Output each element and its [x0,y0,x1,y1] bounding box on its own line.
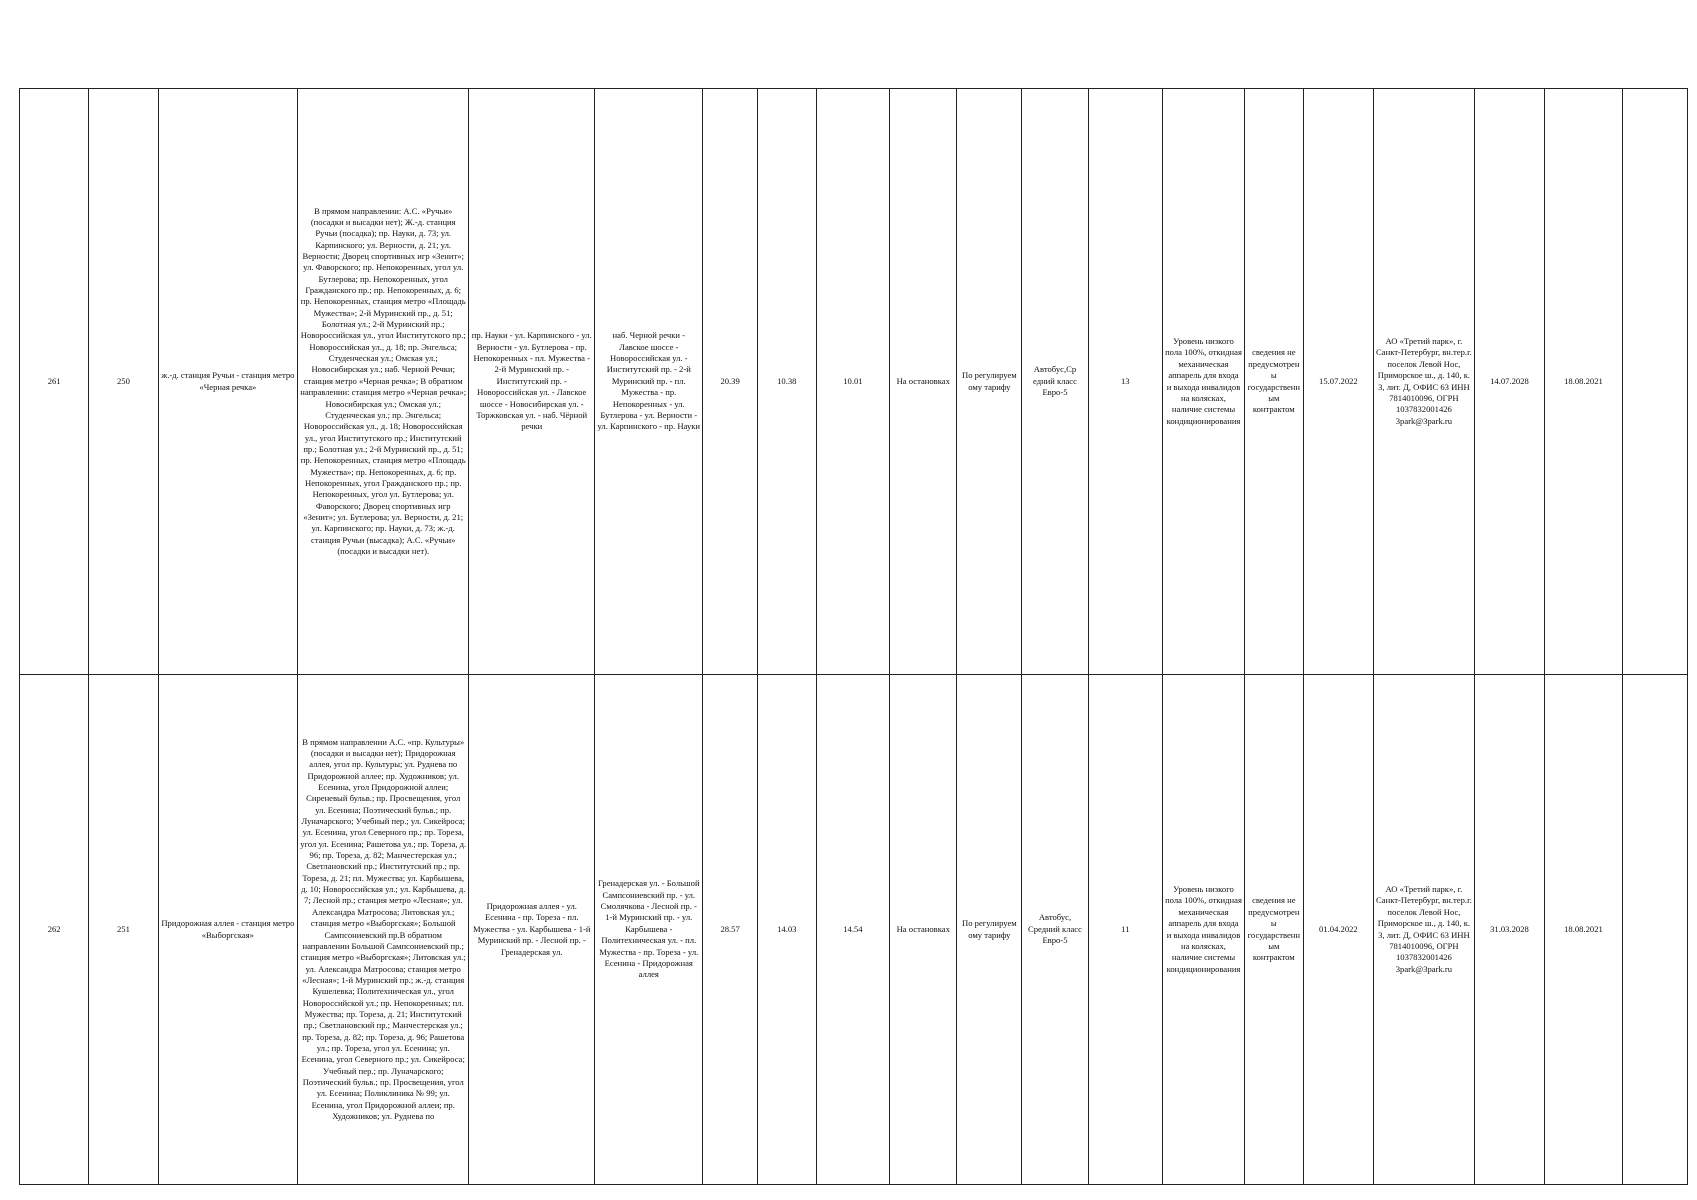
registry-number: 261 [20,89,89,675]
route-number: 251 [89,675,158,1185]
service-start-date: 15.07.2022 [1303,89,1373,675]
tariff-type: По регулируем ому тарифу [957,89,1022,675]
vehicle-characteristics: Уровень низкого пола 100%, откидная механическая аппарель для входа и выхода инвалидов на колясках, наличие системы кондиционирования [1163,89,1245,675]
vehicle-count: 11 [1088,675,1163,1185]
route-streets-back: Гренадерская ул. - Большой Сампсониевский пр. - ул. Смолячкова - Лесной пр. - 1-й Муринский пр. - ул. Карбышева - Политехническая ул. - пл. Мужества - пр. Тореза - ул. Есенина - Придорожная аллея [595,675,703,1185]
route-registry-table [19,88,1688,1185]
vehicle-type: Автобус, Средний класс Евро-5 [1022,675,1088,1185]
route-stops: В прямом направлении А.С. «пр. Культуры» (посадки и высадки нет); Придорожная аллея, угол пр. Культуры; ул. Руднева по Придорожной аллее; пр. Художников; ул. Есенина, угол Придорожной аллеи; Сиреневый бульв.; пр. Просвещения, угол ул. Есенина; Поэтический бульв.; пр. Луначарского; Учебный пер.; ул. Сикейроса; ул. Есенина, угол Северного пр.; пр. Тореза, угол ул. Есенина; Рашетова ул.; пр. Тореза, д. 96; пр. Тореза, д. 82; Манчестерская ул.; Светлановский пр.; Институтский пр.; пр. Тореза, д. 21; пл. Мужества; ул. Карбышева, д. 10; Новороссийская ул.; ул. Карбышева, д. 7; Лесной пр.; станция метро «Лесная»; ул. Александра Матросова; Литовская ул.; станция метро «Выборгская»; Большой Сампсониевский пр.В обратном направлении Большой Сампсониевский пр.; станция метро «Выборгская»; Литовская ул.; ул. Александра Матросова; станция метро «Лесная»; 1-й Муринский пр.; ж.-д. станция Кушелевка; Политехническая ул., угол Новороссийской ул.; пр. Непокоренных; пл. Мужества; пр. Тореза, д. 21; Институтский пр.; Светлановский пр.; Манчестерская ул.; пр. Тореза, д. 82; пр. Тореза, д. 96; Рашетова ул.; пр. Тореза, угол ул. Есенина; ул. Есенина, угол Северного пр.; ул. Сикейроса; Учебный пер.; пр. Луначарского; Поэтический бульв.; пр. Просвещения, угол ул. Есенина; Поликлиника № 99; ул. Есенина, угол Придорожной аллеи; пр. Художников; ул. Руднева по [298,675,469,1185]
tariff-type: По регулируем ому тарифу [957,675,1022,1185]
route-streets-forward: Придорожная аллея - ул. Есенина - пр. Тореза - пл. Мужества - ул. Карбышева - 1-й Муринский пр. - Лесной пр. - Гренадерская ул. [469,675,595,1185]
service-start-date: 01.04.2022 [1303,675,1373,1185]
carrier-info: АО «Третий парк», г. Санкт-Петербург, вн.тер.г. поселок Левой Нос, Приморское ш., д. 140, к. 3, лит. Д, ОФИС 63 ИНН 7814010096, ОГРН 1037832001426 3park@3park.ru [1374,675,1475,1185]
contract-info: сведения не предусмотрены государственным контрактом [1244,675,1303,1185]
route-streets-back: наб. Черной речки - Лавское шоссе - Новороссийская ул. - Институтский пр. - 2-й Муринский пр. - пл. Мужества - пр. Непокоренных - ул. Бутлерова - ул. Верности - ул. Карпинского - пр. Науки [595,89,703,675]
route-number: 250 [89,89,158,675]
route-length-total: 28.57 [703,675,758,1185]
registration-date: 18.08.2021 [1545,89,1623,675]
route-name: Придорожная аллея - станция метро «Выборгская» [158,675,298,1185]
route-stops: В прямом направлении: А.С. «Ручьи» (посадки и высадки нет); Ж.-д. станция Ручьи (посадка); пр. Науки, д. 73; ул. Карпинского; ул. Верности, д. 21; ул. Верности; Дворец спортивных игр «Зенит»; ул. Фаворского; пр. Непокоренных, угол ул. Бутлерова; пр. Непокоренных, угол Гражданского пр.; пр. Непокоренных, д. 6; пр. Непокоренных, станция метро «Площадь Мужества»; 2-й Муринский пр., д. 51; Болотная ул.; 2-й Муринский пр.; Новороссийская ул., угол Институтского пр.; Новороссийская ул., д. 18; пр. Энгельса; Студенческая ул.; Омская ул.; Новосибирская ул.; наб. Черной Речки; станция метро «Черная речка»; В обратном направлении: станция метро «Черная речка»; Новосибирская ул.; Омская ул.; Студенческая ул.; пр. Энгельса; Новороссийская ул., д. 18; Новороссийская ул., угол Институтского пр.; Институтский пр.; Болотная ул.; 2-й Муринский пр., д. 51; пр. Непокоренных, станция метро «Площадь Мужества»; пр. Непокоренных, д. 6; пр. Непокоренных, угол Гражданского пр.; пр. Непокоренных, угол ул. Бутлерова; ул. Фаворского; Дворец спортивных игр «Зенит»; ул. Бутлерова; ул. Верности, д. 21; ул. Карпинского; пр. Науки, д. 73; ж.-д. станция Ручьи (высадка); А.С. «Ручьи» (посадки и высадки нет). [298,89,469,675]
registry-number: 262 [20,675,89,1185]
route-length-total: 20.39 [703,89,758,675]
service-end-date: 14.07.2028 [1474,89,1544,675]
service-end-date: 31.03.2028 [1474,675,1544,1185]
table-row [20,675,1688,1185]
route-length-forward: 14.03 [757,675,816,1185]
stop-order: На остановках [890,675,957,1185]
vehicle-characteristics: Уровень низкого пола 100%, откидная механическая аппарель для входа и выхода инвалидов на колясках, наличие системы кондиционирования [1163,675,1245,1185]
contract-info: сведения не предусмотрены государственным контрактом [1244,89,1303,675]
vehicle-count: 13 [1088,89,1163,675]
route-length-back: 10.01 [816,89,889,675]
registration-date: 18.08.2021 [1545,675,1623,1185]
stop-order: На остановках [890,89,957,675]
table-row [20,89,1688,675]
route-streets-forward: пр. Науки - ул. Карпинского - ул. Верности - ул. Бутлерова - пр. Непокоренных - пл. Мужества - 2-й Муринский пр. - Институтский пр. - Новороссийская ул. - Лавское шоссе - Новосибирская ул. - Торжковская ул. - наб. Чёрной речки [469,89,595,675]
route-name: ж.-д. станция Ручьи - станция метро «Черная речка» [158,89,298,675]
route-length-forward: 10.38 [757,89,816,675]
carrier-info: АО «Третий парк», г. Санкт-Петербург, вн.тер.г. поселок Левой Нос, Приморское ш., д. 140, к. 3, лит. Д, ОФИС 63 ИНН 7814010096, ОГРН 1037832001426 3park@3park.ru [1374,89,1475,675]
empty-cell [1622,675,1687,1185]
route-length-back: 14.54 [816,675,889,1185]
vehicle-type: Автобус,Ср едний класс Евро-5 [1022,89,1088,675]
empty-cell [1622,89,1687,675]
